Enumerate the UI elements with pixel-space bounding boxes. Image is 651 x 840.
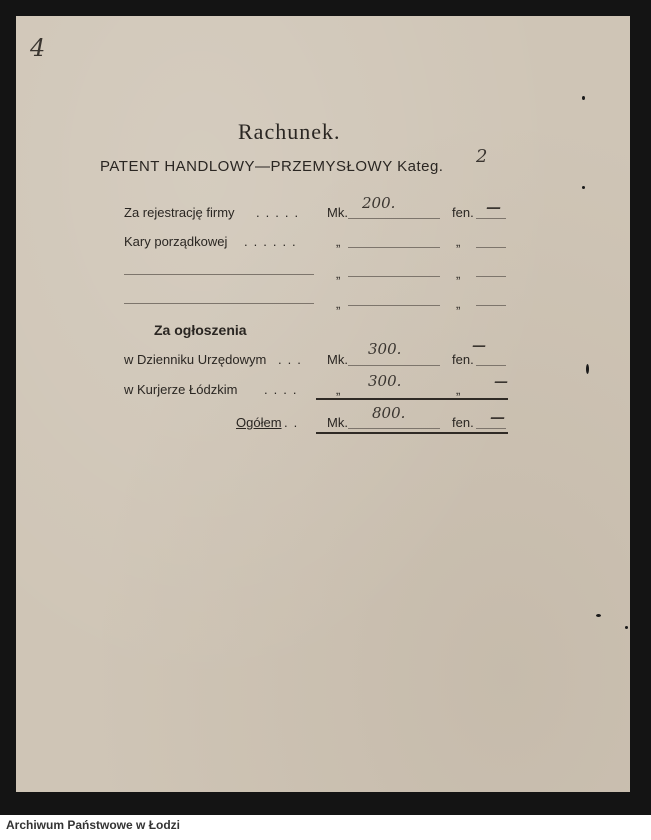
row-courier-mk-value: 300. (368, 372, 402, 390)
row-penalties-fen-line (476, 247, 506, 248)
leader-dots: ...... (244, 234, 302, 249)
leader-dots: ... (278, 352, 307, 367)
blank-row-1-label-line (124, 274, 314, 275)
paper-speck (625, 626, 628, 629)
row-gazette-mk-value: 300. (368, 340, 402, 358)
row-total-mk-value: 800. (372, 404, 406, 422)
row-gazette-label: w Dzienniku Urzędowym (124, 352, 267, 367)
row-courier-fen-value: — (494, 374, 508, 390)
document-subtitle: PATENT HANDLOWY—PRZEMYSŁOWY Kateg. (100, 158, 444, 175)
leader-dots: .... (264, 382, 303, 397)
blank-row-1-mk-label: „ (336, 266, 341, 281)
blank-row-2-mk-label: „ (336, 296, 341, 311)
row-courier-fen-label: „ (456, 382, 461, 397)
paper-speck (596, 614, 601, 617)
row-courier-mk-label: „ (336, 382, 341, 397)
blank-row-2-fen-label: „ (456, 296, 461, 311)
row-penalties-mk-line (348, 247, 440, 248)
blank-row-1-fen-line (476, 276, 506, 277)
row-total-mk-line (348, 428, 440, 429)
blank-row-1-mk-line (348, 276, 440, 277)
row-registration-fen-line (476, 218, 506, 219)
row-registration-fen-label: fen. (452, 205, 474, 220)
document-page (16, 16, 630, 792)
document-title: Rachunek. (238, 119, 341, 144)
leader-dots: .. (284, 415, 304, 430)
row-courier-label: w Kurjerze Łódzkim (124, 382, 238, 397)
archive-footer: Archiwum Państwowe w Łodzi (6, 818, 181, 832)
blank-row-2-label-line (124, 303, 314, 304)
row-registration-mk-line (348, 218, 440, 219)
row-total-fen-label: fen. (452, 415, 474, 430)
paper-speck (586, 364, 589, 374)
row-gazette-fen-label: fen. (452, 352, 474, 367)
row-gazette-mk-line (348, 365, 440, 366)
courier-sum-line (316, 398, 508, 400)
paper-speck (582, 186, 585, 189)
blank-row-2-mk-line (348, 305, 440, 306)
row-penalties-label: Kary porządkowej (124, 234, 228, 249)
paper-speck (582, 96, 585, 100)
blank-row-2-fen-line (476, 305, 506, 306)
total-sum-line (316, 432, 508, 434)
category-value: 2 (476, 146, 488, 167)
row-total-label: Ogółem (236, 415, 282, 430)
row-registration-label: Za rejestrację firmy (124, 205, 235, 220)
row-gazette-fen-line (476, 365, 506, 366)
row-penalties-mk-label: „ (336, 234, 341, 249)
row-registration-mk-label: Mk. (327, 205, 348, 220)
row-registration-mk-value: 200. (362, 194, 396, 212)
leader-dots: ..... (256, 205, 305, 220)
row-registration-fen-value: — (486, 198, 501, 216)
blank-row-1-fen-label: „ (456, 266, 461, 281)
row-total-fen-line (476, 428, 506, 429)
row-penalties-fen-label: „ (456, 234, 461, 249)
row-gazette-mk-label: Mk. (327, 352, 348, 367)
row-total-fen-value: — (490, 408, 505, 426)
row-total-mk-label: Mk. (327, 415, 348, 430)
margin-page-number: 4 (30, 34, 46, 62)
ads-heading: Za ogłoszenia (154, 322, 247, 338)
row-gazette-fen-value: — (472, 338, 486, 354)
